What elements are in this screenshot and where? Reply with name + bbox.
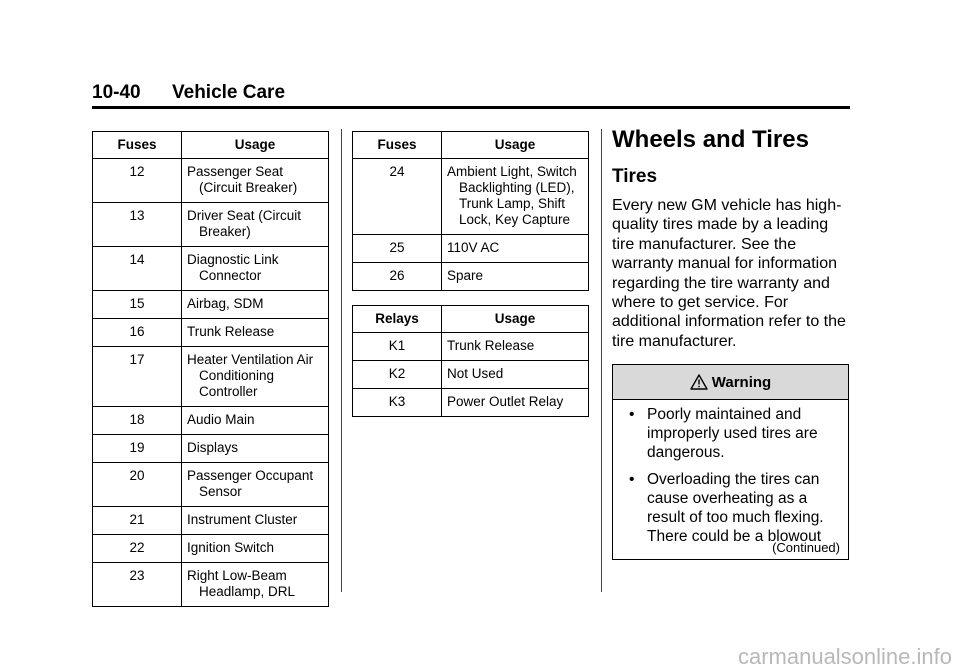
relay-table [352,305,589,417]
table-cell-usage [182,435,329,463]
table-cell-id: K3 [353,389,442,417]
usage-text: Trunk Release [447,338,535,353]
column-header-fuses: Fuses [93,132,182,159]
table-cell-id: 21 [93,507,182,535]
table-cell-id: 25 [353,235,442,263]
subsection-heading: Tires [612,166,658,187]
table-cell-id: 12 [93,159,182,203]
section-title: Vehicle Care [172,82,286,103]
warning-title: Warning [711,373,772,391]
table-cell-id: 26 [353,263,442,291]
column-header-usage: Usage [442,306,589,333]
table-cell-id: K2 [353,361,442,389]
usage-text: Right Low-Beam Headlamp, DRL [187,568,296,599]
warning-item-text: Poorly maintained and improperly used tires are dangerous. [647,406,818,461]
usage-text: Passenger Seat (Circuit Breaker) [187,164,298,195]
usage-text: Spare [447,268,484,283]
table-cell-usage [182,507,329,535]
usage-text: Audio Main [187,412,255,427]
table-cell-usage [182,347,329,407]
usage-text: Trunk Release [187,324,275,339]
warning-triangle-icon [690,374,708,390]
table-cell-usage [442,333,589,361]
table-row [353,159,589,235]
table-row [93,507,329,535]
column-header-usage: Usage [442,132,589,159]
table-cell-usage [182,203,329,247]
table-row [93,247,329,291]
table-cell-usage [442,235,589,263]
table-cell-usage [182,535,329,563]
table-row [93,435,329,463]
table-row [353,235,589,263]
table-row [93,203,329,247]
table-row [353,361,589,389]
usage-text: Passenger Occupant Sensor [187,468,314,499]
table-cell-usage [442,263,589,291]
usage-text: Not Used [447,366,504,381]
table-row [353,263,589,291]
page-header [92,82,850,109]
table-cell-usage [182,319,329,347]
usage-text: Ambient Light, Switch Backlighting (LED), Trunk Lamp, Shift Lock, Key Capture [447,164,577,227]
column-divider-right [601,129,602,592]
table-cell-usage [182,563,329,607]
table-cell-usage [442,159,589,235]
continued-note: (Continued) [772,540,840,555]
bullet-icon: • [629,406,635,423]
warning-header [613,365,848,400]
column-header-fuses: Fuses [353,132,442,159]
fuse-table-middle [352,131,589,291]
usage-text: Diagnostic Link Connector [187,252,279,283]
table-row [93,291,329,319]
table-cell-id: 17 [93,347,182,407]
table-cell-usage [182,407,329,435]
table-cell-usage [182,463,329,507]
column-header-relays: Relays [353,306,442,333]
page-number: 10-40 [92,82,141,103]
table-row [93,159,329,203]
table-cell-id: 19 [93,435,182,463]
usage-text: Airbag, SDM [187,296,264,311]
warning-list [629,405,844,554]
table-row [93,463,329,507]
tires-paragraph: Every new GM vehicle has high-quality tires made by a leading tire manufacturer. See the warranty manual for information regarding the tire warranty and where to get service. For additional information refer to the tire manufacturer. [612,197,846,350]
table-row [93,407,329,435]
table-cell-id: 14 [93,247,182,291]
bullet-icon: • [629,471,635,488]
usage-text: Ignition Switch [187,540,275,555]
warning-item-text: Overloading the tires can cause overheating as a result of too much flexing. There could be a blowout [647,471,824,545]
table-cell-id: 15 [93,291,182,319]
table-cell-id: 23 [93,563,182,607]
usage-text: Heater Ventilation Air Conditioning Controller [187,352,314,399]
table-cell-usage [442,389,589,417]
table-row [93,535,329,563]
usage-text: Driver Seat (Circuit Breaker) [187,208,302,239]
table-cell-id: 16 [93,319,182,347]
column-divider-left [341,129,342,592]
table-row [93,319,329,347]
table-row [353,389,589,417]
usage-text: 110V AC [447,240,500,255]
table-row [353,333,589,361]
table-cell-usage [182,159,329,203]
table-cell-id: 22 [93,535,182,563]
usage-text: Displays [187,440,239,455]
warning-item [629,470,844,546]
table-row [93,347,329,407]
warning-item [629,405,844,462]
table-cell-id: K1 [353,333,442,361]
fuse-table-left [92,131,329,607]
table-cell-usage [182,247,329,291]
table-cell-id: 24 [353,159,442,235]
table-cell-id: 13 [93,203,182,247]
table-cell-usage [182,291,329,319]
table-row [93,563,329,607]
usage-text: Instrument Cluster [187,512,298,527]
warning-box [612,364,849,560]
table-cell-id: 18 [93,407,182,435]
watermark: carmanualsonline.info [737,644,952,669]
table-cell-usage [442,361,589,389]
column-header-usage: Usage [182,132,329,159]
usage-text: Power Outlet Relay [447,394,564,409]
table-cell-id: 20 [93,463,182,507]
section-heading: Wheels and Tires [612,126,809,153]
